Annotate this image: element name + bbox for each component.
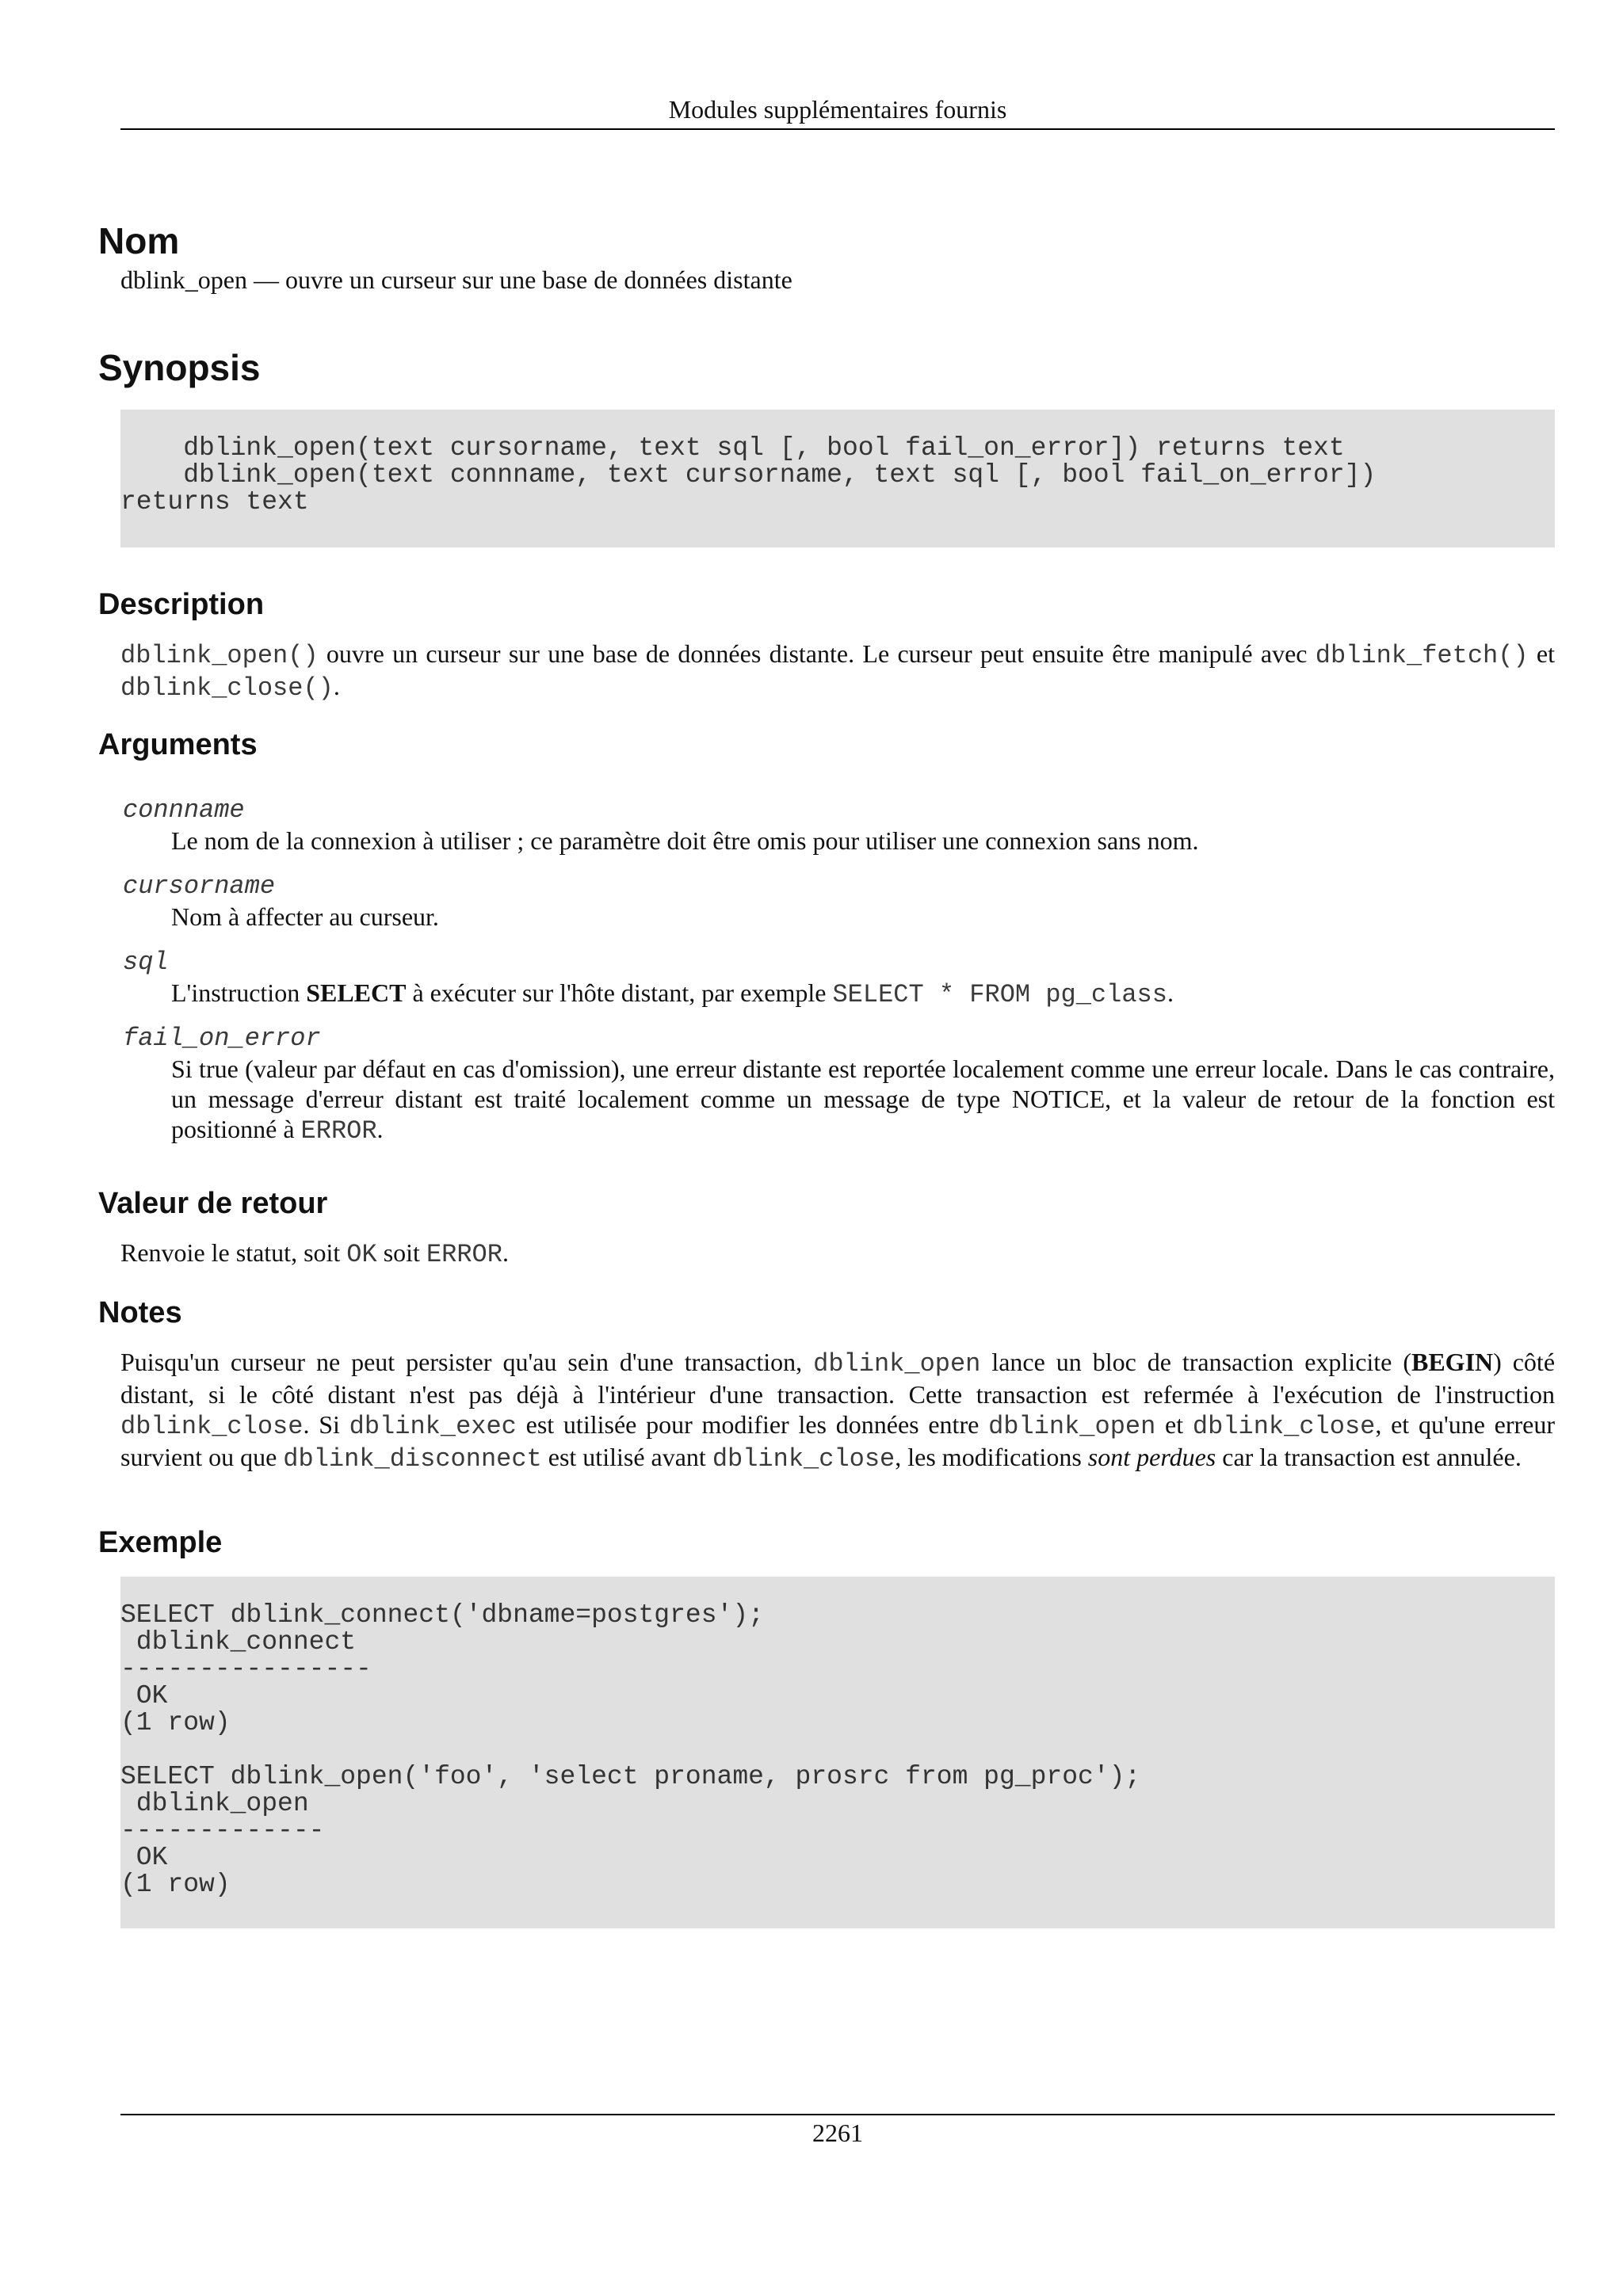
nom-text: dblink_open — ouvre un curseur sur une base de données distante	[120, 265, 792, 294]
section-heading-nom: Nom	[98, 220, 180, 261]
section-heading-description: Description	[98, 588, 265, 621]
argument-term-fail-on-error: fail_on_error	[123, 1024, 321, 1053]
header-rule	[120, 128, 1555, 130]
code-error: ERROR	[300, 1116, 377, 1146]
section-heading-arguments: Arguments	[98, 728, 258, 761]
argument-def-sql: L'instruction SELECT à exécuter sur l'hôte distant, par exemple SELECT * FROM pg_class.	[171, 978, 1174, 1009]
code-ok: OK	[346, 1240, 377, 1269]
argument-def-connname: Le nom de la connexion à utiliser ; ce paramètre doit être omis pour utiliser une connexion sans nom.	[171, 826, 1199, 855]
code-dblink-fetch: dblink_fetch()	[1315, 641, 1529, 670]
running-header: Modules supplémentaires fournis	[668, 95, 1007, 124]
retour-text: Renvoie le statut, soit OK soit ERROR.	[120, 1238, 509, 1269]
example-code-block	[120, 1577, 1555, 1928]
synopsis-code-block	[120, 410, 1555, 547]
argument-term-connname: connname	[123, 795, 245, 825]
section-heading-notes: Notes	[98, 1296, 182, 1329]
section-heading-synopsis: Synopsis	[98, 347, 261, 388]
code-select-example: SELECT * FROM pg_class	[832, 980, 1167, 1009]
description-text: dblink_open() ouvre un curseur sur une base de données distante. Le curseur peut ensuite être manipulé avec dblink_fetch() et dblink_close().	[120, 639, 1556, 703]
code-dblink-open: dblink_open()	[120, 641, 319, 670]
code-dblink-close: dblink_close()	[120, 673, 334, 703]
argument-def-cursorname: Nom à affecter au curseur.	[171, 902, 439, 931]
page-number: 2261	[812, 2119, 863, 2147]
code-error: ERROR	[426, 1240, 502, 1269]
argument-term-sql: sql	[123, 948, 169, 977]
notes-text: Puisqu'un curseur ne peut persister qu'au sein d'une transaction, dblink_open lance un bloc de transaction explicite (BEGIN) côté distant, si le côté distant n'est pas déjà à l'intérieur d'une transaction. Cette transaction est refermée à l'exécution de l'instruction dblink_close. Si dblink_exec est utilisée pour modifier les données entre dblink_open et dblink_close, et qu'une erreur survient ou que dblink_disconnect est utilisé avant dblink_close, les modifications sont perdues car la transaction est annulée.	[120, 1348, 1556, 1474]
synopsis-code: dblink_open(text cursorname, text sql [, bool fail_on_error]) returns text dblink_open(text connname, text cursorname, text sql [, bool fail_on_error]) returns text	[120, 433, 1377, 517]
argument-def-fail-on-error: Si true (valeur par défaut en cas d'omission), une erreur distante est reportée localement comme une erreur locale. Dans le cas contraire, un message d'erreur distant est traité localement comme un message de type NOTICE, et la valeur de retour de la fonction est positionné à ERROR.	[171, 1055, 1555, 1146]
section-heading-exemple: Exemple	[98, 1526, 223, 1559]
example-code: SELECT dblink_connect('dbname=postgres'); dblink_connect ---------------- OK (1 row) SELECT dblink_open('foo', 'select proname, prosrc from pg_proc'); dblink_open ------------- OK (1 row)	[120, 1600, 1141, 1899]
section-heading-valeur-de-retour: Valeur de retour	[98, 1187, 328, 1220]
footer-rule	[120, 2114, 1555, 2115]
keyword-select: SELECT	[306, 978, 407, 1007]
argument-term-cursorname: cursorname	[123, 871, 276, 901]
